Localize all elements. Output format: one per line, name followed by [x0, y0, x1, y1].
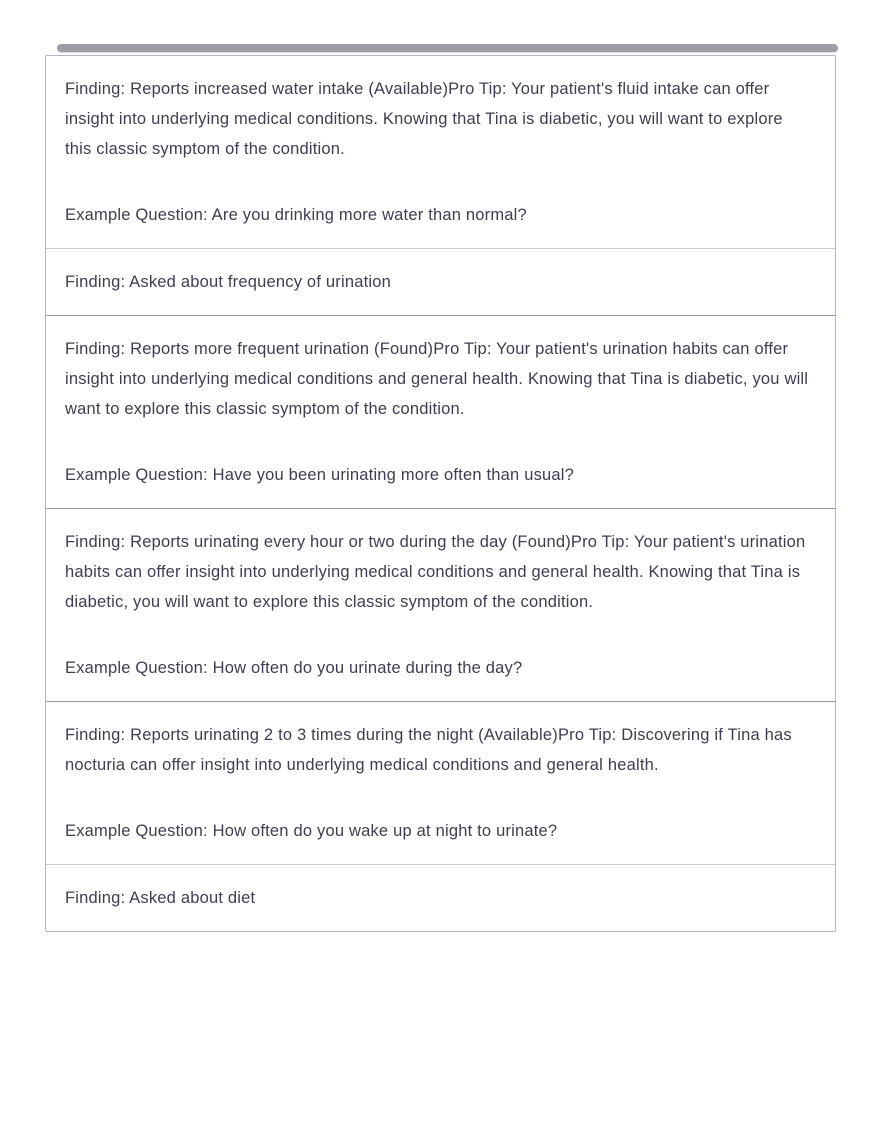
example-question-text: Example Question: How often do you urinate during the day?: [65, 659, 523, 677]
finding-row: [46, 56, 835, 248]
horizontal-scrollbar-thumb[interactable]: [57, 44, 838, 52]
finding-row: [46, 508, 835, 701]
finding-text: Finding: Reports more frequent urination (Found)Pro Tip: Your patient's urination habits can offer insight into underlying medical conditions and general health. Knowing that Tina is diabetic, you will want to explore this classic symptom of the condition.: [65, 340, 809, 418]
finding-text: Finding: Asked about frequency of urination: [65, 273, 391, 291]
finding-row: [46, 315, 835, 508]
findings-table: [45, 55, 836, 932]
example-question-text: Example Question: How often do you wake up at night to urinate?: [65, 822, 558, 840]
finding-text: Finding: Asked about diet: [65, 889, 256, 907]
example-question-text: Example Question: Are you drinking more water than normal?: [65, 206, 527, 224]
finding-row: [46, 248, 835, 315]
finding-text: Finding: Reports urinating every hour or two during the day (Found)Pro Tip: Your patient's urination habits can offer insight into underlying medical conditions and general health. Knowing that Tina is diabetic, you will want to explore this classic symptom of the condition.: [65, 533, 806, 611]
finding-text: Finding: Reports increased water intake (Available)Pro Tip: Your patient's fluid intake can offer insight into underlying medical conditions. Knowing that Tina is diabetic, you will want to explore this classic symptom of the condition.: [65, 80, 783, 158]
finding-text: Finding: Reports urinating 2 to 3 times during the night (Available)Pro Tip: Discovering if Tina has nocturia can offer insight into underlying medical conditions and general health.: [65, 726, 792, 774]
finding-row: [46, 701, 835, 864]
finding-row: [46, 864, 835, 931]
example-question-text: Example Question: Have you been urinating more often than usual?: [65, 466, 575, 484]
